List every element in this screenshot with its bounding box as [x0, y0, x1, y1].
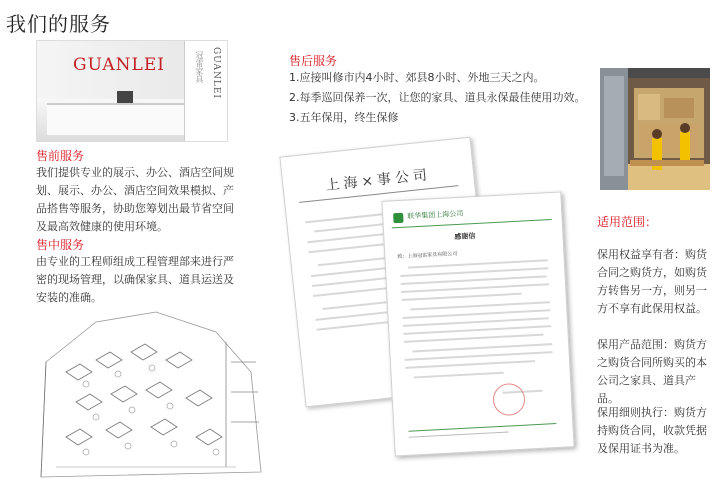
letter1-header: 上海×事公司: [324, 167, 432, 195]
letter2-heading: 感谢信: [454, 232, 476, 242]
floor-plan-drawing: [36, 302, 266, 482]
insale-title: 售中服务: [36, 238, 85, 252]
panel-vertical-cn-text: 冠雷家具: [195, 51, 204, 83]
aftersale-item-1: 1.应接叫修市内4小时、郊县8小时、外地三天之内。: [289, 71, 545, 84]
aftersale-item-2: 2.每季巡回保养一次，让您的家具、道具永保最佳使用功效。: [289, 91, 586, 104]
delivery-truck-photo: [600, 68, 710, 190]
letter2-logo: 联华集团上海公司: [407, 209, 464, 221]
letter2-stamp: [492, 383, 526, 417]
presale-title: 售前服务: [36, 149, 85, 163]
reference-letter-2: [381, 191, 574, 456]
letter2-logo-icon: [393, 213, 404, 224]
reception-logo: GUANLEI: [73, 55, 165, 75]
aftersale-title: 售后服务: [289, 54, 338, 68]
presale-text: 我们提供专业的展示、办公、酒店空间规划、展示、办公、酒店空间效果模拟、产品搭售等服务，协助您筹划出最节省空间及最高效健康的使用环境。: [36, 166, 234, 233]
scope-title: 适用范围：: [597, 215, 658, 229]
scope-paragraph-3: 保用细则执行：购货方持购货合同，收款凭据及保用证书为准。: [597, 406, 707, 455]
page-title: 我们的服务: [6, 12, 111, 36]
insale-text: 由专业的工程师组成工程管理部来进行严密的现场管理，以确保家具、道具运送及安装的准确。: [36, 255, 234, 304]
aftersale-item-3: 3.五年保用，终生保修: [289, 111, 399, 124]
reception-photo: [36, 40, 228, 142]
letter2-salutation: 致：上海冠雷家具有限公司: [397, 250, 458, 261]
scope-paragraph-1: 保用权益享有者：购货合同之购货方，如购货方转售另一方，则另一方不享有此保用权益。: [597, 248, 707, 315]
scope-paragraph-2: 保用产品范围：购货方之购货合同所购买的本公司之家具、道具产品。: [597, 338, 707, 405]
panel-vertical-text: GUANLEI: [211, 47, 221, 99]
